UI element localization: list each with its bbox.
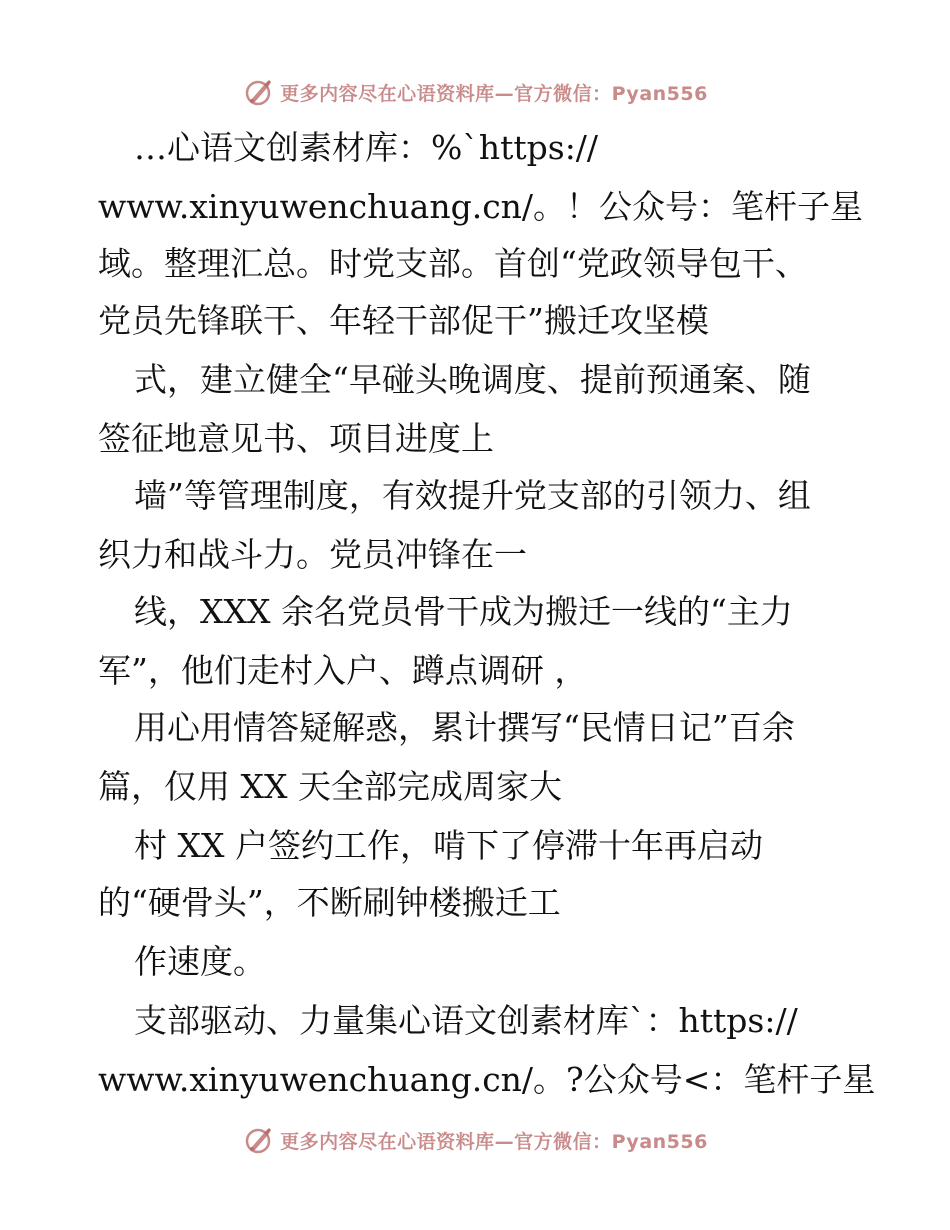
header-watermark-text: 更多内容尽在心语资料库—官方微信：Pyan556 xyxy=(280,82,708,105)
body-line: 军”，他们走村入户、蹲点调研 ， xyxy=(98,651,588,690)
body-line: 的“硬骨头”，不断刷钟楼搬迁工 xyxy=(98,883,561,922)
body-line: www.xinyuwenchuang.cn/。?公众号<：笔杆子星 xyxy=(98,1060,876,1099)
footer-watermark-text: 更多内容尽在心语资料库—官方微信：Pyan556 xyxy=(280,1130,708,1153)
body-line: 签征地意见书、项目进度上 xyxy=(98,419,494,458)
body-line: 织力和战斗力。党员冲锋在一 xyxy=(98,535,527,574)
body-line: 党员先锋联干、年轻干部促干”搬迁攻坚模 xyxy=(98,301,709,340)
body-line: 墙”等管理制度，有效提升党支部的引领力、组 xyxy=(134,476,811,515)
footer-watermark-banner xyxy=(0,1120,950,1160)
body-line: 村 XX 户签约工作，啃下了停滞十年再启动 xyxy=(134,826,763,865)
header-watermark-banner xyxy=(0,72,950,112)
body-line: …心语文创素材库：%`https:// xyxy=(134,128,599,167)
body-line: 式，建立健全“早碰头晚调度、提前预通案、随 xyxy=(134,360,811,399)
body-line: 支部驱动、力量集心语文创素材库`：https:// xyxy=(134,1001,798,1040)
pen-logo-icon xyxy=(242,76,274,108)
body-line: 线，XXX 余名党员骨干成为搬迁一线的“主力 xyxy=(134,592,793,631)
body-line: www.xinyuwenchuang.cn/。！公众号：笔杆子星 xyxy=(98,187,864,226)
pen-logo-icon xyxy=(242,1124,274,1156)
body-line: 域。整理汇总。时党支部。首创“党政领导包干、 xyxy=(98,244,808,283)
body-line: 用心用情答疑解惑，累计撰写“民情日记”百余 xyxy=(134,708,795,747)
body-line: 作速度。 xyxy=(134,942,266,981)
body-line: 篇，仅用 XX 天全部完成周家大 xyxy=(98,767,562,806)
